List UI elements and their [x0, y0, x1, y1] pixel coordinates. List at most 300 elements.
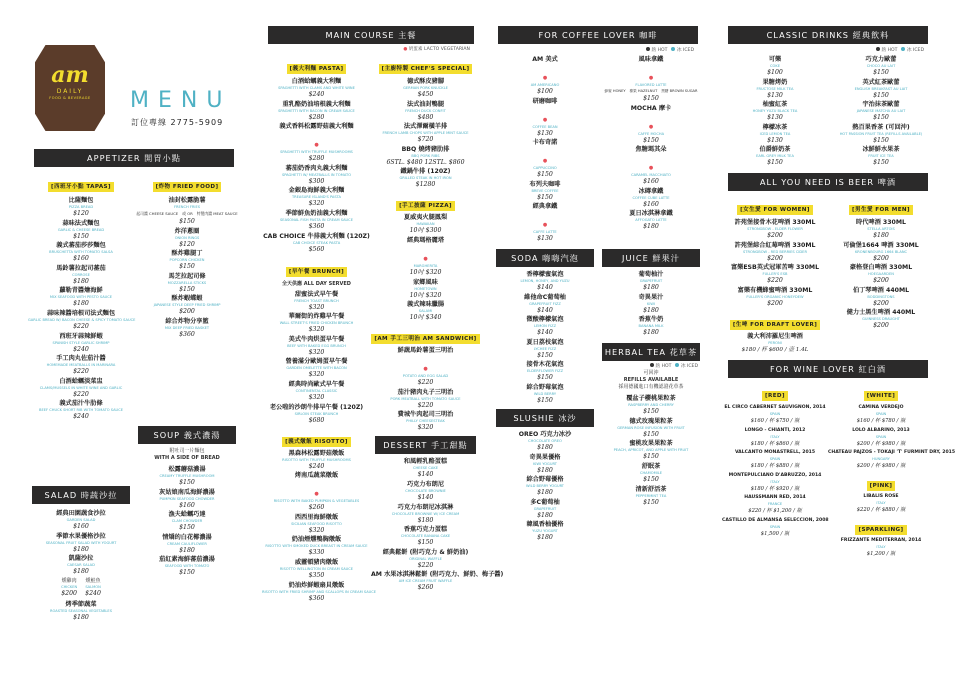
item-price: $160 — [73, 255, 89, 263]
item-name: 接骨木花氣泡 — [526, 361, 564, 369]
list-item — [262, 358, 371, 379]
list-item — [828, 493, 934, 514]
item-name: CAB CHOICE 牛排義大利麵 (120Z) — [263, 232, 370, 240]
list-item — [598, 294, 704, 315]
list-item — [722, 124, 828, 145]
list-item — [828, 404, 934, 425]
tapas-tag: [西班牙小點 TAPAS] — [48, 182, 114, 192]
vegetarian-dot-icon: ● — [648, 75, 654, 81]
list-item — [722, 219, 828, 240]
item-en: BRUSCHETTA WITH TOMATO SALSA — [49, 250, 113, 255]
list-item — [28, 197, 134, 218]
item-en: WILD BERRY YOGURT — [525, 484, 565, 489]
item-name: 香檸檬蜜氣泡 — [526, 270, 564, 278]
item-en: WILD BERRY — [533, 391, 557, 396]
item-name: 香蕉牛奶 — [638, 316, 664, 324]
item-en: SALAMI — [418, 309, 433, 314]
column-coffee — [492, 0, 704, 544]
item-price: $120 — [179, 240, 195, 248]
item-name: 微酸檸檬氣泡 — [526, 316, 564, 324]
item-price: $160 — [179, 501, 195, 509]
caesar-option — [61, 578, 77, 598]
list-item — [598, 418, 704, 439]
list-item — [828, 537, 934, 558]
list-item — [722, 404, 828, 425]
item-en: RISOTTO WITH TRUFFLE MUSHROOMS — [282, 457, 351, 462]
item-price: $320 — [308, 326, 325, 334]
list-item — [598, 146, 704, 186]
item-en: CORROSE — [72, 272, 90, 277]
item-price: $1,200 / 瓶 — [866, 551, 896, 558]
item-name: 白酒蛤蠣義大利麵 — [291, 78, 342, 85]
item-price: $180 / 杯 $880 / 瓶 — [750, 463, 800, 470]
list-item — [828, 79, 934, 100]
item-price: $180 — [537, 489, 553, 497]
item-name: 德式酥皮豬腳 — [406, 78, 445, 85]
item-name: 經典瑪格麗塔 — [406, 236, 445, 244]
item-en: SPAIN — [769, 524, 781, 529]
item-name: 時代啤酒 330ML — [856, 218, 906, 226]
item-en: JAPANESE STYLE DEEP FRIED SHRIMP — [153, 303, 221, 308]
vegetarian-dot-icon: ● — [423, 255, 428, 262]
item-price: $150 — [179, 479, 195, 486]
item-price: $150 — [179, 569, 195, 577]
item-price: $220 — [417, 379, 434, 387]
pink-tag: [PINK] — [867, 481, 896, 491]
item-name: 奶油炸鮮蝦扇貝燉飯 — [288, 581, 345, 589]
refill-cn: 可回沖 — [643, 370, 659, 377]
item-name: 夏日冰淇淋拿鐵 — [629, 210, 673, 218]
list-item — [598, 105, 704, 145]
item-price: $140 — [537, 306, 553, 314]
list-item — [722, 449, 828, 470]
item-en: CAFFE MOCHA — [637, 131, 665, 136]
column-main-course — [262, 0, 504, 604]
list-item — [262, 101, 371, 122]
item-name: 手工肉丸佐茄汁醬 — [56, 355, 106, 363]
item-price: $220 / 杯 $880 / 瓶 — [856, 507, 906, 514]
list-item — [28, 310, 134, 331]
item-name: 費城牛肉起司三明治 — [397, 411, 454, 419]
salad-header: SALAD 時蔬沙拉 — [32, 486, 130, 504]
item-name: 金銀島海鮮義大利麵 — [288, 187, 345, 195]
flavor-brown: 黑糖 BROWN SUGAR — [661, 89, 698, 93]
item-en: KIWI YOGURT — [533, 461, 557, 466]
item-en: LEMON FIZZ — [533, 324, 557, 329]
list-item — [262, 536, 371, 557]
item-en: ONION RINGS — [174, 235, 200, 240]
list-item — [492, 294, 598, 315]
item-price: $150 — [643, 136, 659, 144]
item-en: FRENCH DUCK CONFIT — [405, 108, 446, 113]
item-name: 白酒蛤蠣淡菜盅 — [59, 377, 103, 385]
list-item — [262, 313, 371, 334]
list-item — [371, 237, 480, 277]
classic-drinks-header: CLASSIC DRINKS 經典飲料 — [728, 26, 928, 44]
list-item — [262, 336, 371, 357]
item-name: 葡萄柚汁 — [638, 270, 664, 278]
item-price: $180 / 杯 $600 / 壺 1.4L — [741, 346, 809, 353]
fried-tag: [炸物 FRIED FOOD] — [153, 182, 222, 192]
item-price: $720 — [417, 136, 434, 144]
item-price: $160 — [643, 178, 659, 186]
item-en: MIX DEEP FRIED BASKET — [164, 325, 210, 330]
beer-women-section — [722, 196, 828, 357]
item-name: 卡布奇諾 — [532, 139, 558, 147]
item-name: CASTILLO DE ALMANSA SELECCION, 2008 — [722, 517, 829, 523]
vegetarian-dot-icon: ● — [542, 116, 548, 123]
item-name: 冰鮮鮮水果茶 — [862, 146, 900, 154]
item-price: $150 — [179, 524, 195, 532]
vegetarian-dot-icon: ● — [648, 165, 654, 172]
item-price: $220 / 杯 $1,200 / 瓶 — [748, 508, 802, 515]
item-price: $200 — [179, 308, 195, 316]
item-price: $1,500 / 瓶 — [760, 530, 790, 537]
item-en: WALL STREET'S FRIED CHICKEN BRUNCH — [279, 321, 354, 326]
item-en: PEPPERMINT TEA — [635, 493, 667, 498]
item-en: YUZU YOGURT — [532, 529, 558, 534]
item-name: 漁夫蛤蠣巧達 — [168, 511, 206, 519]
list-item — [492, 316, 598, 337]
item-price: $150 — [767, 159, 783, 167]
juice-header: JUICE 鮮果汁 — [602, 249, 700, 267]
item-name: 季節鮮魚奶油義大利麵 — [285, 209, 348, 217]
item-name: LOLO ALBARINO, 2013 — [852, 427, 910, 433]
vegetarian-dot-icon: ● — [314, 491, 319, 498]
item-en: MIX SEAFOOD WITH PESTO SAUCE — [49, 295, 113, 300]
item-en: RISOTTO WITH SMOKED DUCK BREAST IN CREAM SAUCE — [265, 544, 368, 549]
item-name: FRIZZANTE MEDITERRAN, 2014 — [840, 538, 922, 544]
item-en: HOMETOWN — [414, 286, 437, 291]
fried-section — [134, 173, 240, 423]
item-name: AM 美式 — [532, 56, 558, 63]
item-name: 情矯的白花椰濃湯 — [162, 533, 212, 541]
list-item — [134, 318, 240, 339]
list-item — [134, 556, 240, 577]
item-price: $200 / 杯 $980 / 瓶 — [856, 463, 906, 470]
item-price: $180 — [73, 545, 89, 553]
item-price: $220 — [73, 322, 89, 330]
list-item — [134, 489, 240, 510]
item-en: CHOCOLATE BROWNIE W/ ICE CREAM — [391, 511, 460, 516]
vegetarian-dot-icon: ● — [542, 158, 548, 165]
item-en: ELDERFLOWER FIZZ — [526, 369, 564, 374]
item-price: $150 — [643, 408, 659, 416]
item-name: 義式香料松露野菇義大利麵 — [279, 123, 354, 131]
list-item — [828, 101, 934, 122]
item-en: PIZZA BREAD — [68, 205, 94, 209]
item-name: 綜合野莓氣泡 — [526, 383, 564, 391]
list-item — [262, 187, 371, 208]
item-en: ITALY — [876, 545, 886, 550]
item-en: SPAIN — [875, 434, 887, 439]
list-item — [722, 472, 828, 493]
item-price: $320 — [308, 303, 325, 311]
beer-header: ALL YOU NEED IS BEER 啤酒 — [728, 173, 928, 191]
item-price: $150 — [873, 69, 889, 76]
item-price: $320 — [308, 526, 325, 534]
menu-title: MENU — [130, 88, 232, 113]
item-en: KIWI — [646, 301, 656, 306]
item-en: SEAFOOD WITH TOMATO — [164, 564, 210, 569]
list-item — [828, 124, 934, 145]
item-en: RISOTTO WITH BAKED PUMPKIN & VEGETABLES — [273, 499, 360, 504]
chef-tag: [主廚特製 CHEF'S SPECIAL] — [379, 64, 473, 74]
logo-text: am — [51, 62, 89, 88]
item-name: 松露蘑菇濃湯 — [168, 466, 206, 473]
list-item — [371, 101, 480, 122]
item-en: GARDEN OMELETTE WITH BACON — [286, 366, 347, 371]
item-en: GARDEN SALAD — [66, 518, 96, 522]
list-item — [492, 384, 598, 405]
item-name: 義式辣味臘腸 — [406, 301, 445, 309]
item-price: $150 — [643, 430, 659, 438]
vegetarian-dot-icon: ● — [648, 123, 654, 130]
list-item — [262, 381, 371, 402]
item-name: 維他命C葡萄柚 — [524, 293, 566, 301]
item-price: $160 / 杯 $780 / 瓶 — [856, 417, 906, 424]
list-item — [134, 250, 240, 271]
list-item — [371, 481, 480, 502]
flavor-honey: 蜂蜜 HONEY — [604, 89, 626, 93]
item-en: CAB CHOICE STEAK PASTA — [292, 240, 341, 245]
item-en: GRAPEFRUIT FIZZ — [529, 301, 561, 306]
item-price: $180 — [643, 223, 659, 231]
list-item — [828, 427, 934, 448]
item-en: BEEF CHUCK SHORT RIB WITH TOMATO SAUCE — [39, 408, 123, 413]
item-price: $200 — [873, 322, 889, 330]
pasta-tag: [義大利麵 PASTA] — [287, 64, 347, 74]
item-name: 西班牙蒜辣鮮蝦 — [59, 332, 103, 340]
item-price: $150 — [873, 159, 889, 167]
item-name: EL CIRCO CABERNET SAUVIGNON, 2014 — [724, 404, 826, 410]
item-en: ITALY — [770, 434, 780, 439]
item-en: STRONGBOW - RED BERRIES CIDER — [743, 249, 807, 254]
caesar-option — [85, 578, 101, 598]
item-price: $360 — [179, 330, 195, 338]
item-en: HOT PASSION FRUIT TEA (REFILLS AVAILABLE) — [839, 131, 923, 136]
list-item — [28, 400, 134, 421]
item-name: 西西里海鮮燉飯 — [294, 513, 339, 521]
item-price: $350 — [308, 571, 325, 579]
item-en: GRILLED STEAK IN HOT IRON — [399, 176, 452, 181]
item-price: $200 — [873, 299, 889, 307]
list-item — [134, 534, 240, 555]
item-price: $200 — [873, 277, 889, 285]
item-en: SPAGHETTI WITH CLAMS AND WHITE WINE — [278, 86, 355, 90]
list-item — [492, 181, 598, 202]
item-name: 鐵鍋牛排 (120Z) — [400, 168, 451, 176]
list-item — [722, 146, 828, 167]
item-price: $360 — [308, 222, 325, 230]
list-item — [262, 233, 371, 254]
phone-number: 2775-5909 — [170, 118, 224, 127]
list-item — [828, 56, 934, 77]
item-price: $220 — [73, 390, 89, 398]
logo-sub: FOOD & BEVERAGE — [49, 96, 91, 100]
item-price: $150 — [643, 498, 659, 506]
appetizer-header: APPETIZER 開胃小點 — [34, 149, 234, 167]
item-name: 健力士黑生啤酒 440ML — [846, 309, 916, 317]
item-name: 風味拿鐵 — [638, 56, 664, 63]
list-item — [828, 309, 934, 330]
list-item — [134, 228, 240, 249]
item-name: 英式紅茶歐蕾 — [862, 78, 900, 86]
risotto-tag: [義式燉飯 RISOTTO] — [282, 437, 351, 447]
list-item — [28, 601, 134, 622]
item-en: SPAIN — [769, 411, 781, 416]
column-drinks — [722, 0, 956, 560]
phone-label: 訂位專線 — [131, 118, 167, 127]
item-name: LIBALIS ROSE — [863, 494, 899, 500]
item-price: $150 — [537, 193, 553, 201]
item-price: $300 — [308, 177, 325, 185]
item-name: 豪格登白啤酒 330ML — [849, 264, 913, 272]
flavor-hazelnut: 榛果 HAZELNUT — [629, 89, 658, 93]
white-wine-section — [828, 382, 956, 560]
item-name: 營養滿分歐姆蛋早午餐 — [285, 358, 348, 366]
vegetarian-dot-icon: ● — [542, 222, 548, 229]
item-price: $200 — [873, 254, 889, 262]
item-price: $180 — [537, 443, 553, 451]
item-price: $180 — [73, 613, 89, 621]
item-en: CHOCOLATE BROWNIE — [405, 488, 446, 493]
item-en: AM ICE CREAM FRUIT WAFFLE — [398, 579, 453, 584]
list-item — [262, 450, 371, 471]
item-en: MOZZARELLA STICKS — [167, 280, 207, 285]
item-name: 布列夫咖啡 — [529, 180, 561, 188]
item-name: 酥炸雞腿丁 — [171, 250, 203, 258]
item-price: $180 — [537, 466, 553, 474]
item-en: FULLER'S ESB — [762, 272, 788, 277]
item-en: BODDINGTONS — [867, 294, 895, 299]
item-price: $180 — [537, 534, 553, 542]
list-item — [371, 279, 480, 300]
item-en: CLAM CHOWDER — [171, 519, 203, 524]
item-name: 德式玫瑰果粒茶 — [629, 417, 673, 425]
item-name: 香蕉巧克力蛋糕 — [403, 526, 448, 534]
item-name: 法式油封鴨腿 — [406, 100, 445, 108]
list-item — [598, 56, 704, 103]
list-item — [722, 427, 828, 448]
item-price: $130 — [767, 91, 783, 99]
list-item — [492, 454, 598, 475]
item-name: 蘿勒青醬燴海鮮 — [59, 287, 103, 295]
item-name: 義大利沛羅尼生啤酒 — [747, 332, 803, 340]
item-price: $180 — [179, 546, 195, 554]
item-price: $360 — [308, 594, 325, 602]
list-item — [262, 472, 371, 512]
list-item — [134, 197, 240, 226]
caesar-option-label: 燻鮭魚 — [85, 577, 101, 584]
item-en: PHILLY CHEESESTEAK — [406, 419, 445, 424]
item-name: 伯爵鮮奶茶 — [759, 146, 791, 154]
item-en: CARAMEL MACCHIATO — [631, 173, 671, 178]
item-en: GERMAN PORK KNUCKLE — [403, 86, 448, 90]
list-item — [598, 188, 704, 209]
item-price: $100 — [767, 69, 783, 76]
item-en: POTATO AND EGG SALAD — [402, 374, 449, 379]
item-price: $280 — [308, 113, 325, 121]
item-price: $150 — [643, 95, 659, 102]
item-name: 柚蜜紅茶 — [762, 101, 788, 109]
item-en: FRENCH TOAST BRUNCH — [294, 298, 339, 303]
item-en: PUMPKIN SEAFOOD CHOWDER — [159, 496, 215, 501]
item-price: $130 — [537, 235, 553, 243]
list-item — [371, 458, 480, 479]
item-name: 威靈頓豬肉燉飯 — [294, 558, 339, 566]
item-price: $320 — [308, 200, 325, 208]
item-price: $240 — [73, 413, 89, 421]
list-item — [134, 466, 240, 487]
tapas-section — [28, 173, 134, 423]
item-en: CREAM CAULIFLOWER — [167, 541, 207, 546]
logo-daily: DAILY — [56, 88, 84, 95]
item-price: $320 — [417, 424, 434, 432]
item-en: FRENCH LAMB CHOPS WITH APPLE MINT SAUCE — [382, 131, 469, 136]
item-en: HUNGARY — [872, 457, 890, 462]
item-price: 10吋 $340 — [409, 314, 442, 322]
list-item — [371, 146, 480, 167]
item-name: 蜜桃玫果果粒茶 — [629, 440, 673, 448]
item-name: 韓風香柚優格 — [526, 521, 564, 529]
caesar-option-en: CHICKEN — [61, 584, 78, 589]
item-en: ENGLISH BREAKFAST AU LAIT — [854, 86, 908, 91]
item-price: 10吋 $320 — [409, 268, 442, 276]
list-item — [28, 287, 134, 308]
tea-legend-hot: 熱 HOT — [655, 364, 672, 370]
brunch-tag: [早午餐 BRUNCH] — [286, 267, 347, 277]
lacto-label: 奶蛋素 LACTO VEGETARIAN — [408, 47, 470, 52]
item-name: 油封松露脆薯 — [168, 197, 206, 204]
item-en: COKE — [770, 64, 780, 68]
item-price: $180 — [73, 277, 89, 285]
list-item — [371, 504, 480, 525]
item-en: JAPANESE MATCHA AU LAIT — [856, 109, 906, 114]
item-en: STELLA ARTOIS — [867, 226, 895, 231]
item-en: STRONGBOW - ELDER FLOWER — [747, 226, 803, 231]
item-price: $1280 — [415, 181, 436, 189]
item-price: $200 / 杯 $980 / 瓶 — [856, 440, 906, 447]
item-name: 凱薩沙拉 — [68, 555, 94, 563]
slushie-header: SLUSHIE 冰沙 — [496, 409, 594, 427]
list-item — [722, 494, 828, 515]
white-tag: [WHITE] — [864, 391, 898, 401]
item-en: LEMON, HONEY, AND YUZU — [520, 278, 570, 283]
item-name: MONTEPULCIANO D'ABRUZZO, 2014 — [728, 472, 822, 478]
wine-header: FOR WINE LOVER 紅白酒 — [728, 360, 928, 378]
item-name: 義式茄汁牛肋條 — [59, 400, 103, 408]
chef-section — [371, 55, 504, 604]
item-name: 灰姑娘南瓜海鮮濃湯 — [159, 488, 215, 496]
item-en: ITALY — [876, 501, 886, 506]
item-en: GARLIC BREAD W/ BACON CHEESE & SPICY TOMATO SAUCE — [28, 317, 136, 322]
item-en: CAESAR SALAD — [67, 563, 95, 568]
item-en: RISOTTO WITH FRIED SHRIMP AND SCALLOPS IN CREAM SAUCE — [262, 589, 377, 594]
item-name: 許苑堡接骨木花啤酒 330ML — [734, 218, 816, 226]
lacto-legend: ● 奶蛋素 LACTO VEGETARIAN — [403, 47, 470, 52]
item-en: GUINNESS DRAUGHT — [862, 317, 900, 322]
item-price: $240 — [73, 345, 89, 353]
list-item — [28, 510, 134, 531]
item-name: 經典田園蔬食沙拉 — [56, 510, 106, 517]
item-en: HOEGAARDEN — [868, 272, 894, 277]
item-name: 甜蜜法式早午餐 — [294, 290, 339, 298]
fries-sauce-options — [134, 210, 240, 218]
list-item — [371, 571, 504, 592]
item-price: $130 — [537, 129, 553, 137]
item-name: 焦糖瑪其朵 — [635, 146, 667, 154]
